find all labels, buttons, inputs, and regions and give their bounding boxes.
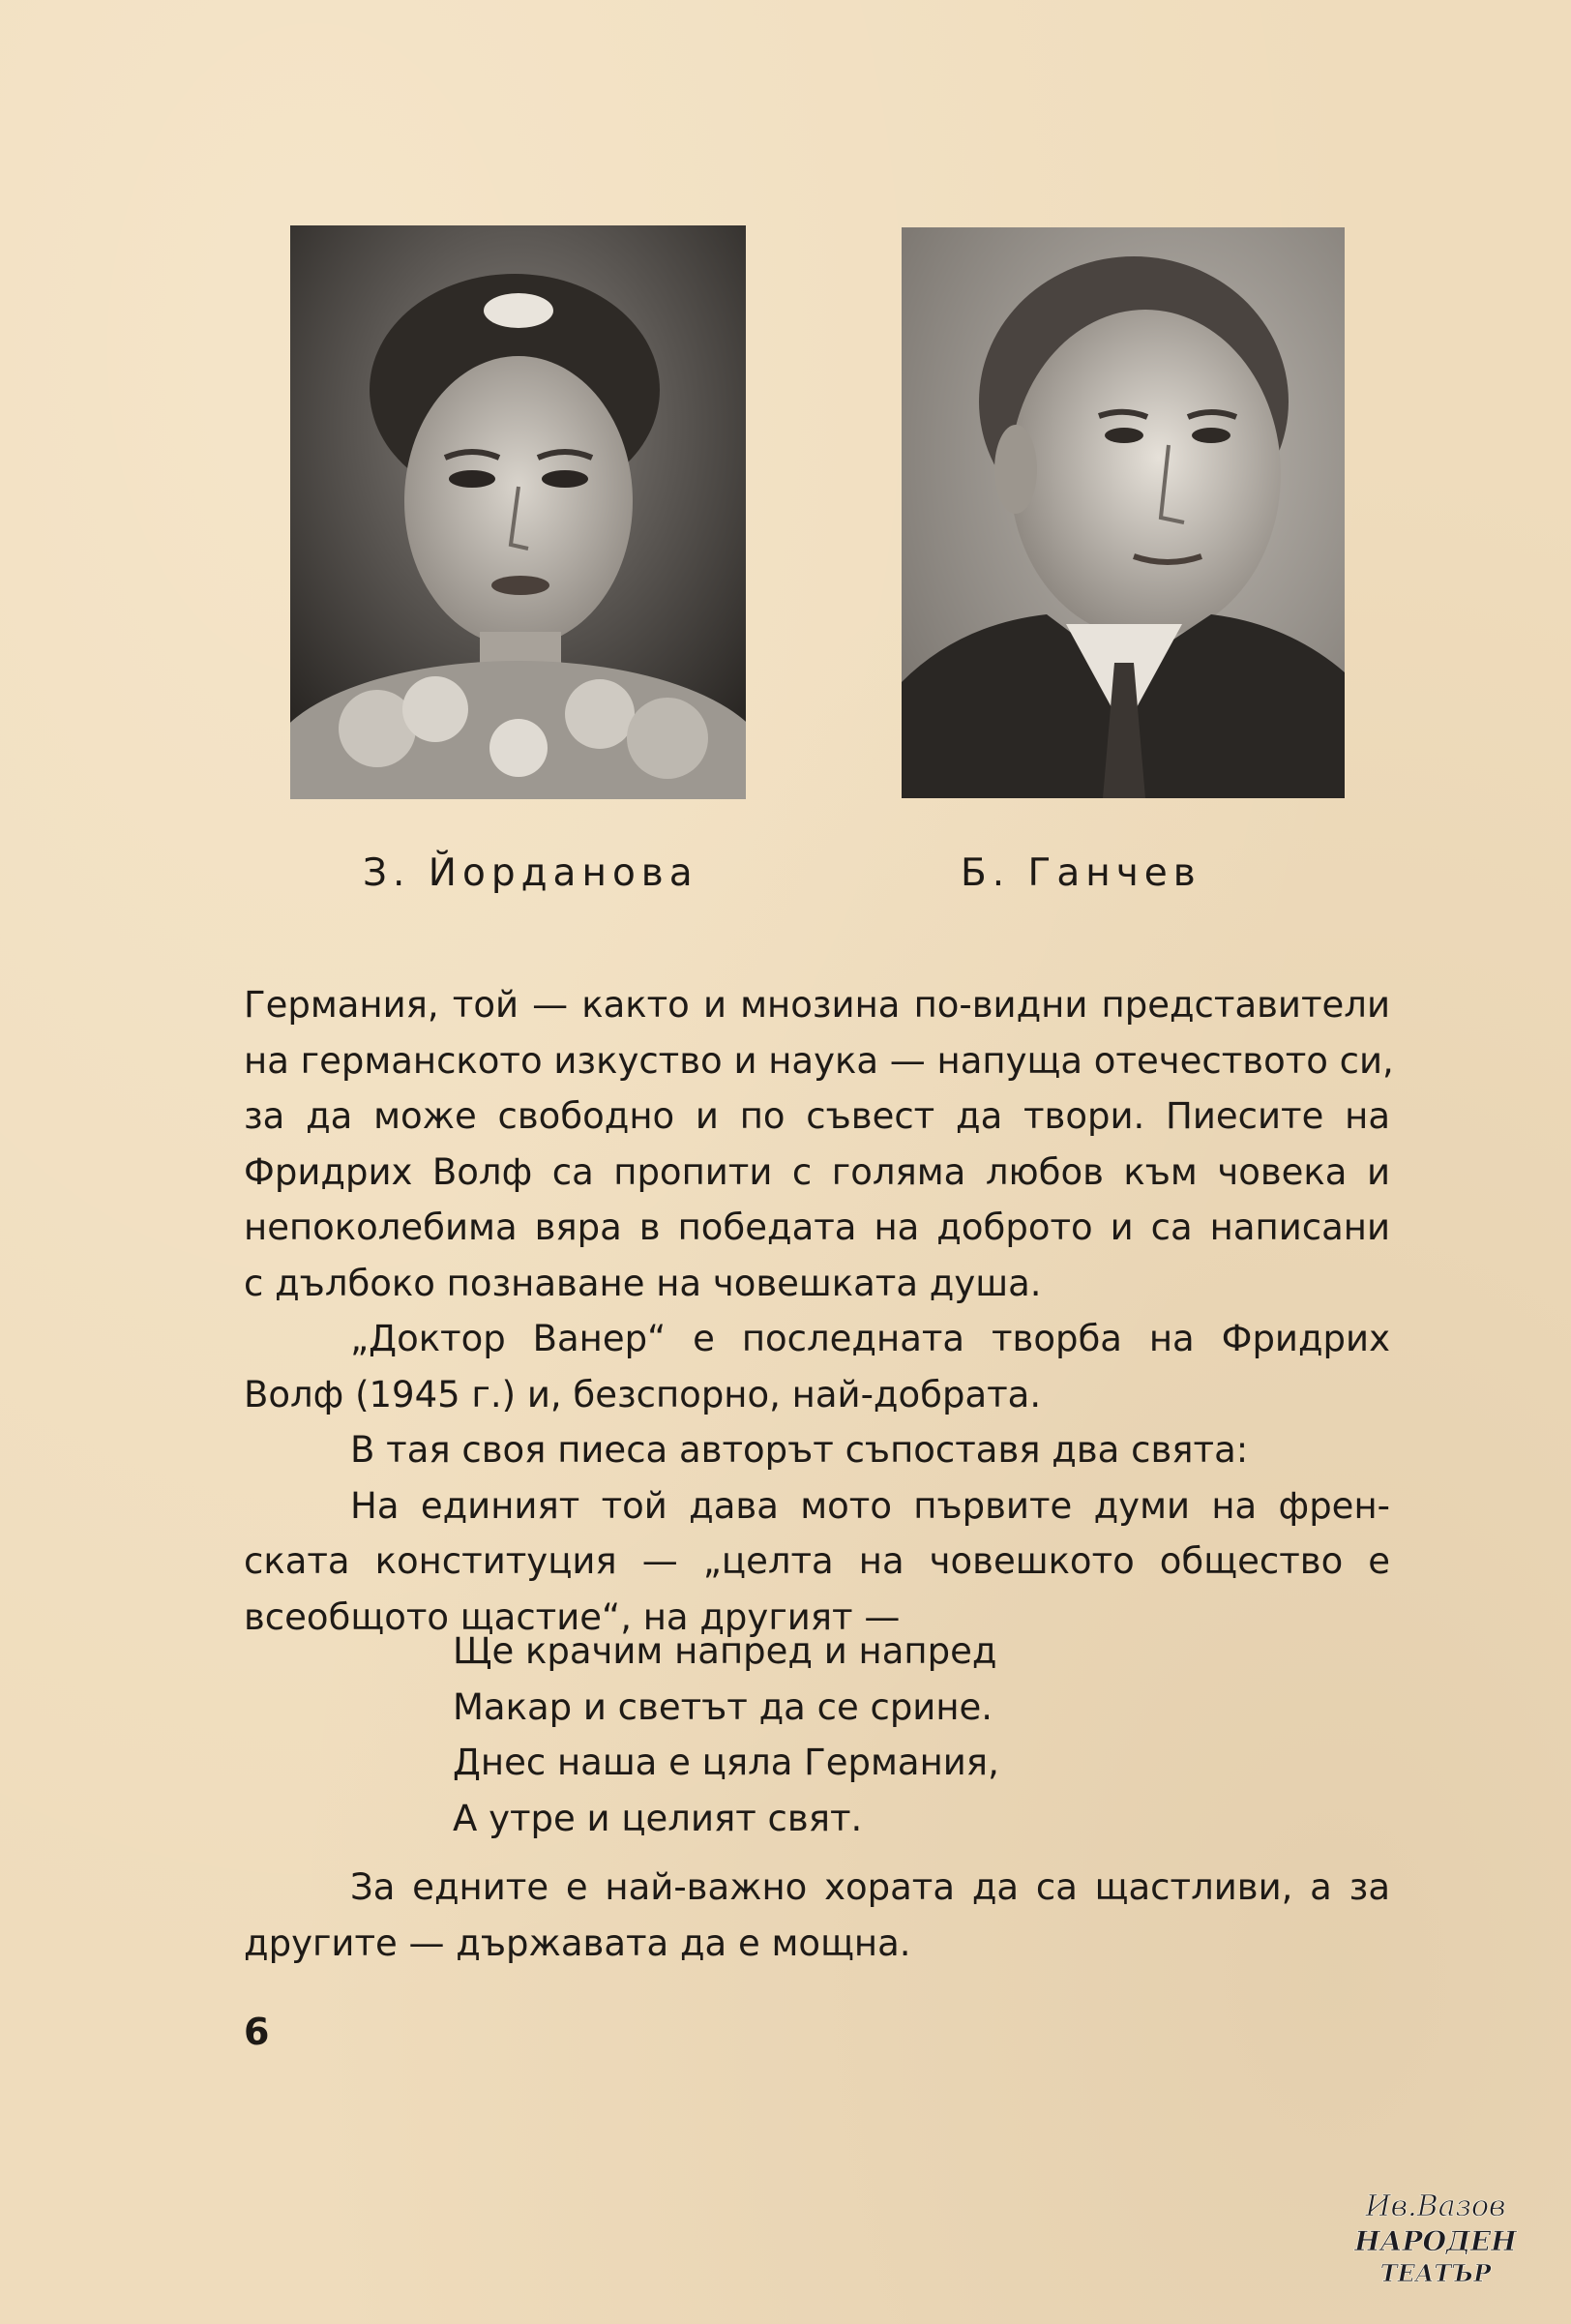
- text-line: ската конституция — „целта на човешкото общество е: [244, 1540, 1390, 1582]
- photo-caption-left: З. Йорданова: [363, 851, 698, 895]
- text-line: Фридрих Волф са пропити с голяма любов към човека и: [244, 1150, 1390, 1193]
- verse-line: А утре и целият свят.: [453, 1797, 863, 1839]
- closing-paragraph: [244, 1860, 1390, 1971]
- photo-caption-right: Б. Ганчев: [961, 851, 1201, 895]
- text-line: В тая своя пиеса авторът съпоставя два свята:: [350, 1429, 1249, 1471]
- page-number: 6: [244, 2011, 270, 2053]
- text-line: за да може свободно и по съвест да твори. Пиесите на: [244, 1095, 1390, 1137]
- portrait-man-image: [902, 227, 1345, 798]
- svg-text:Ив.Вазов: Ив.Вазов: [1365, 2190, 1506, 2223]
- svg-text:ТЕАТЪР: ТЕАТЪР: [1379, 2259, 1492, 2287]
- text-line: За едните е най-важно хората да са щастливи, а за: [350, 1866, 1390, 1908]
- text-line: всеобщото щастие“, на другият —: [244, 1595, 901, 1638]
- text-line: с дълбоко познаване на човешката душа.: [244, 1262, 1042, 1304]
- verse-line: Макар и светът да се срине.: [453, 1685, 993, 1728]
- text-line: другите — държавата да е мощна.: [244, 1922, 911, 1964]
- text-line: На единият той дава мото първите думи на френ-: [350, 1484, 1390, 1527]
- theatre-stamp-logo: [1352, 2175, 1519, 2293]
- portrait-woman-image: [290, 225, 746, 799]
- text-line: „Доктор Ванер“ е последната творба на Фридрих: [350, 1318, 1390, 1359]
- text-line: на германското изкуство и наука — напуща отечеството си,: [244, 1039, 1394, 1082]
- verse-quote: [453, 1624, 999, 1846]
- portrait-photo-right: [902, 227, 1345, 798]
- text-line: Германия, той — както и мнозина по-видни представители: [244, 984, 1390, 1026]
- verse-line: Ще крачим напред и напред: [453, 1630, 997, 1672]
- text-line: Волф (1945 г.) и, безспорно, най-добрата.: [244, 1373, 1042, 1415]
- svg-text:НАРОДЕН: НАРОДЕН: [1354, 2225, 1517, 2257]
- portrait-photo-left: [290, 225, 746, 799]
- verse-line: Днес наша е цяла Германия,: [453, 1742, 999, 1783]
- body-text: [244, 977, 1394, 1645]
- text-line: непоколебима вяра в победата на доброто и са написани: [244, 1207, 1390, 1248]
